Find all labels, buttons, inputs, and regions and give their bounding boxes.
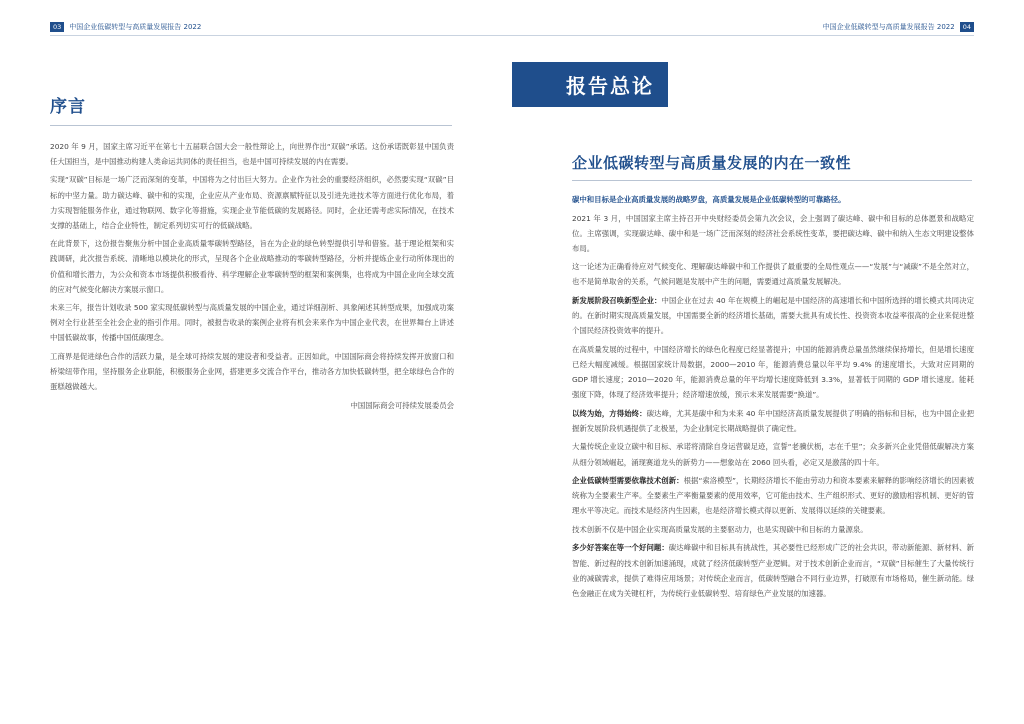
- paragraph: [572, 473, 974, 518]
- paragraph: 2020 年 9 月，国家主席习近平在第七十五届联合国大会一般性辩论上，向世界作出“双碳”承诺。这份承诺既彰显中国负责任大国担当，是中国推动构建人类命运共同体的责任担当，也是中国可持续发展的内在需要。: [50, 142, 454, 167]
- running-header: [823, 22, 974, 32]
- paragraph-keyword: 多少好答案在等一个好问题：: [572, 543, 669, 553]
- paragraph-text: 中国企业在过去 40 年在规模上的崛起是中国经济的高速增长和中国所选择的增长模式共同决定的。在新时期实现高质量发展，中国需要全新的经济增长基础，需要大批具有成长性、投资资本收益率很高的企业来促进整个国民经济投资效率的提升。: [572, 296, 974, 336]
- running-header-text: 中国企业低碳转型与高质量发展报告 2022: [69, 23, 202, 31]
- paragraph-text: 技术创新不仅是中国企业实现高质量发展的主要驱动力，也是实现碳中和目标的力量源泉。: [572, 524, 868, 534]
- header-rule: [50, 35, 512, 36]
- chapter-banner: 报告总论: [512, 62, 668, 107]
- paragraph: 实现“双碳”目标是一场广泛而深刻的变革，中国将为之付出巨大努力。企业作为社会的重要经济组织，必然要实现“双碳”目标的中坚力量。助力碳达峰、碳中和的实现，企业应从产业布局、资源禀赋特征以及引进先进技术等方面进行优化布局，着力实现智能服务作业，通过物联网、数字化等措施，实现企业节能低碳的发展路径。同时，企业还需考虑实际情况，在技术支撑的基础上，结合企业特性，制定系列切实可行的低碳战略。: [50, 175, 454, 231]
- section-title: 企业低碳转型与高质量发展的内在一致性: [572, 154, 852, 172]
- paragraph: [572, 406, 974, 436]
- paragraph-text: 2021 年 3 月，中国国家主席主持召开中央财经委员会第九次会议，会上强调了碳达峰、碳中和目标的总体愿景和战略定位。主席强调，实现碳达峰、碳中和是一场广泛而深刻的经济社会系统性变革，要把碳达峰、碳中和纳入生态文明建设整体布局。: [572, 213, 974, 253]
- title-divider: [50, 125, 452, 126]
- paragraph: 工商界是促进绿色合作的活跃力量，是全球可持续发展的建设者和受益者。正因如此，中国国际商会将持续发挥开放窗口和桥梁纽带作用，坚持服务企业职能，积极服务企业网，搭建更多交流合作平台，推动各方加快低碳转型，把全球绿色合作的蛋糕越做越大。: [50, 351, 454, 392]
- paragraph: [572, 540, 974, 600]
- page-number: 04: [960, 22, 974, 32]
- paragraph-keyword: 以终为始，方得始终：: [572, 408, 647, 418]
- paragraph-text: 碳达峰，尤其是碳中和为未来 40 年中国经济高质量发展提供了明确的指标和目标，也为中国企业把握新发展阶段机遇提供了北极星，为企业制定长期战略提供了确定性。: [572, 408, 974, 433]
- paragraph: [572, 293, 974, 338]
- running-header: [50, 22, 201, 32]
- paragraph-text: 大量传统企业设立碳中和目标、承诺将清除自身运营碳足迹，宣誓“老骥伏枥，志在千里”；众多新兴企业凭借低碳解决方案从细分领域崛起，涌现赛道龙头的新势力——想象站在 2060 回头看，必定又是激荡的四十年。: [572, 442, 974, 467]
- paragraph-text: 这一论述为正确看待应对气候变化、理解碳达峰碳中和工作提供了最重要的全局性观点——“发展”与“减碳”不是全然对立，也不是简单取舍的关系，气候问题是发展中产生的问题，需要通过高质量发展解决。: [572, 262, 974, 287]
- lead-sentence: 碳中和目标是企业高质量发展的战略罗盘，高质量发展是企业低碳转型的可靠路径。: [572, 195, 846, 204]
- paragraph: [572, 259, 974, 289]
- right-page: [512, 0, 1024, 724]
- preface-body: [50, 139, 454, 416]
- report-body: [572, 192, 974, 604]
- section-divider: [572, 180, 972, 181]
- paragraph: 在此背景下，这份报告聚焦分析中国企业高质量零碳转型路径，旨在为企业的绿色转型提供引导和借鉴。基于理论框架和实践调研，此次报告系统、清晰地以模块化的形式，呈现各个企业战略推动的零碳转型路径，分析并提炼企业行动所体现出的价值和增长潜力，为公众和资本市场提供积极看待、科学理解企业零碳转型的框架和案例集，也将成为中国企业向全球交流的应对气候变化解决方案展示窗口。: [50, 239, 454, 294]
- page-number: 03: [50, 22, 64, 32]
- signature: 中国国际商会可持续发展委员会: [350, 401, 454, 411]
- paragraph: [572, 439, 974, 469]
- paragraph-keyword: 企业低碳转型需要依靠技术创新：: [572, 476, 684, 486]
- header-rule: [512, 35, 974, 36]
- paragraph-text: 碳达峰碳中和目标具有挑战性，其必要性已经形成广泛的社会共识，带动新能源、新材料、新智能、新过程的技术创新加速涌现，成就了经济低碳转型产业逻辑。对于技术创新企业而言，“双碳”目标催生了大量传统行业的减碳需求，提供了难得应用场景；对传统企业而言，低碳转型融合不同行业边界，打破原有市场格局，催生新动能。绿色金融正在成为关键杠杆，为传统行业低碳转型、培育绿色产业发展的加速器。: [572, 543, 974, 598]
- paragraph: 未来三年，报告计划收录 500 家实现低碳转型与高质量发展的中国企业，通过详细剖析、具象阐述其转型成果，加强成功案例对全行业甚至全社会企业的指引作用。同时，被报告收录的案例企业将有机会来来作为中国企业代表，在世界舞台上讲述中国低碳故事，传播中国低碳理念。: [50, 303, 454, 343]
- paragraph: [572, 342, 974, 402]
- paragraph-keyword: 新发展阶段召唤新型企业：: [572, 296, 662, 306]
- paragraph: [572, 211, 974, 256]
- page-title: 序言: [50, 97, 86, 117]
- paragraph-text: 根据“索洛模型”，长期经济增长不能由劳动力和资本要素来解释的影响经济增长的因素被统称为全要素生产率。全要素生产率衡量要素的使用效率，它可能由技术、生产组织形式、更好的激励相容机制、更好的管理水平等决定。而技术是经济内生因素，也是经济增长模式得以更新、发展得以延续的关键要素。: [572, 476, 974, 516]
- paragraph: [572, 522, 974, 537]
- running-header-text: 中国企业低碳转型与高质量发展报告 2022: [822, 23, 955, 31]
- paragraph-text: 在高质量发展的过程中，中国经济增长的绿色化程度已经显著提升；中国的能源消费总量虽然继续保持增长，但是增长速度已经大幅度减缓。根据国家统计局数据，2000—2010 年，能源消费总量以年平均 9.4% 的速度增长，大致对应同期的 GDP 增长速度；2010—2020 年，能源消费总量的年平均增长速度降低到 3.3%，显著低于同期的 GDP 增长速度。能耗强度下降，体现了经济效率提升；经济增速放缓，预示未来发展需要“换道”。: [572, 344, 974, 400]
